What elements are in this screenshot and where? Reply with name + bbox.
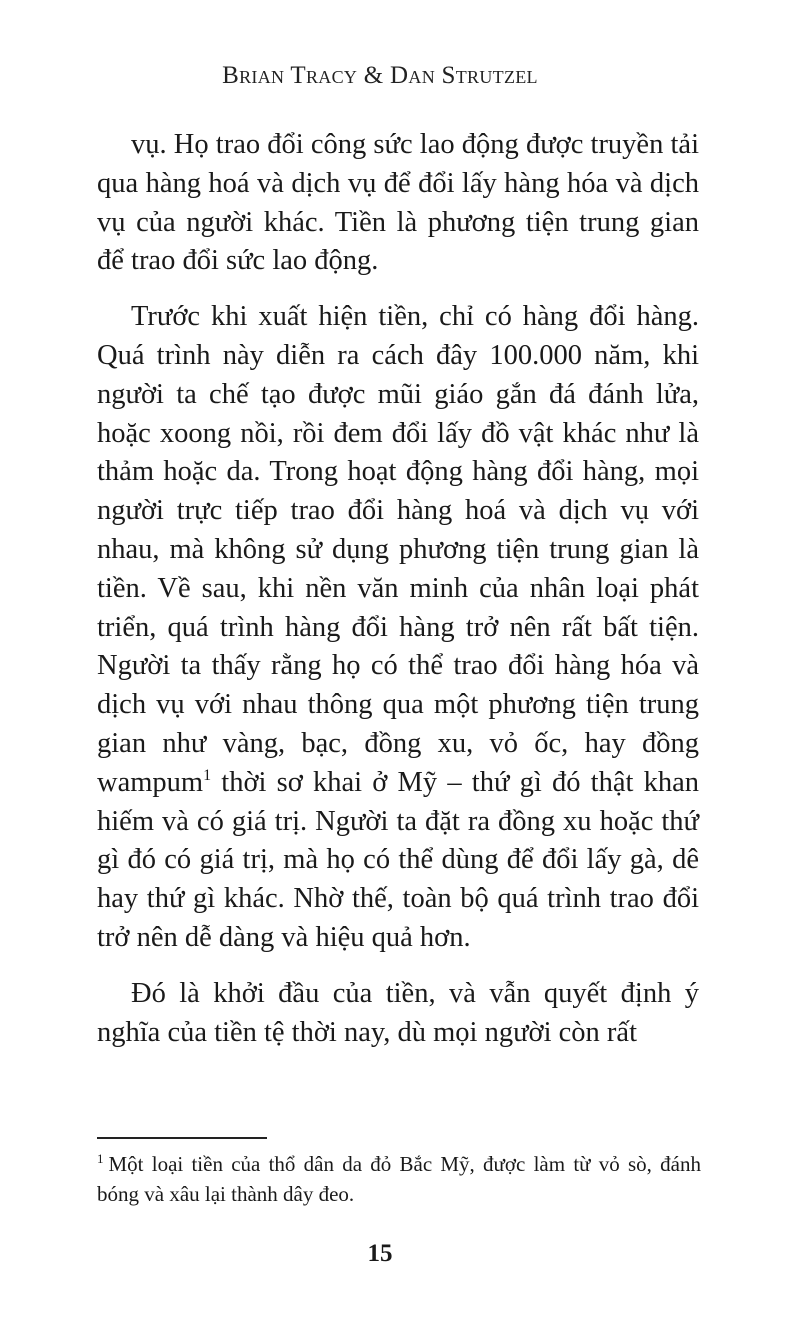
- running-header: Brian Tracy & Dan Strutzel: [222, 62, 538, 89]
- footnote-divider: [97, 1137, 267, 1139]
- footnote-text: Một loại tiền của thổ dân da đỏ Bắc Mỹ, được làm từ vỏ sò, đánh bóng và xâu lại thành dây đeo.: [97, 1152, 701, 1206]
- paragraph-1: vụ. Họ trao đổi công sức lao động được truyền tải qua hàng hoá và dịch vụ để đổi lấy hàng hóa và dịch vụ của người khác. Tiền là phương tiện trung gian để trao đổi sức lao động.: [97, 129, 699, 277]
- page-number: 15: [367, 1240, 393, 1267]
- footnote-reference[interactable]: 1: [203, 766, 212, 784]
- paragraph-3: Đó là khởi đầu của tiền, và vẫn quyết định ý nghĩa của tiền tệ thời nay, dù mọi người còn rất: [97, 977, 699, 1048]
- footnote-marker: 1: [97, 1151, 104, 1166]
- footnote: [97, 1149, 701, 1209]
- body-text: [97, 126, 699, 1052]
- paragraph-2-continuation: thời sơ khai ở Mỹ – thứ gì đó thật khan hiếm và có giá trị. Người ta đặt ra đồng xu hoặc thứ gì đó có giá trị, mà họ có thể dùng để đổi lấy gà, dê hay thứ gì khác. Nhờ thế, toàn bộ quá trình trao đổi trở nên dễ dàng và hiệu quả hơn.: [97, 766, 700, 953]
- paragraph-2: [97, 298, 699, 958]
- paragraph-2-text: Trước khi xuất hiện tiền, chỉ có hàng đổi hàng. Quá trình này diễn ra cách đây 100.000 năm, khi người ta chế tạo được mũi giáo gắn đá đánh lửa, hoặc xoong nồi, rồi đem đổi lấy đồ vật khác như là thảm hoặc da. Trong hoạt động hàng đổi hàng, mọi người trực tiếp trao đổi hàng hoá và dịch vụ với nhau, mà không sử dụng phương tiện trung gian là tiền. Về sau, khi nền văn minh của nhân loại phát triển, quá trình hàng đổi hàng trở nên rất bất tiện. Người ta thấy rằng họ có thể trao đổi hàng hóa và dịch vụ với nhau thông qua một phương tiện trung gian như vàng, bạc, đồng xu, vỏ ốc, hay đồng wampum: [97, 301, 699, 798]
